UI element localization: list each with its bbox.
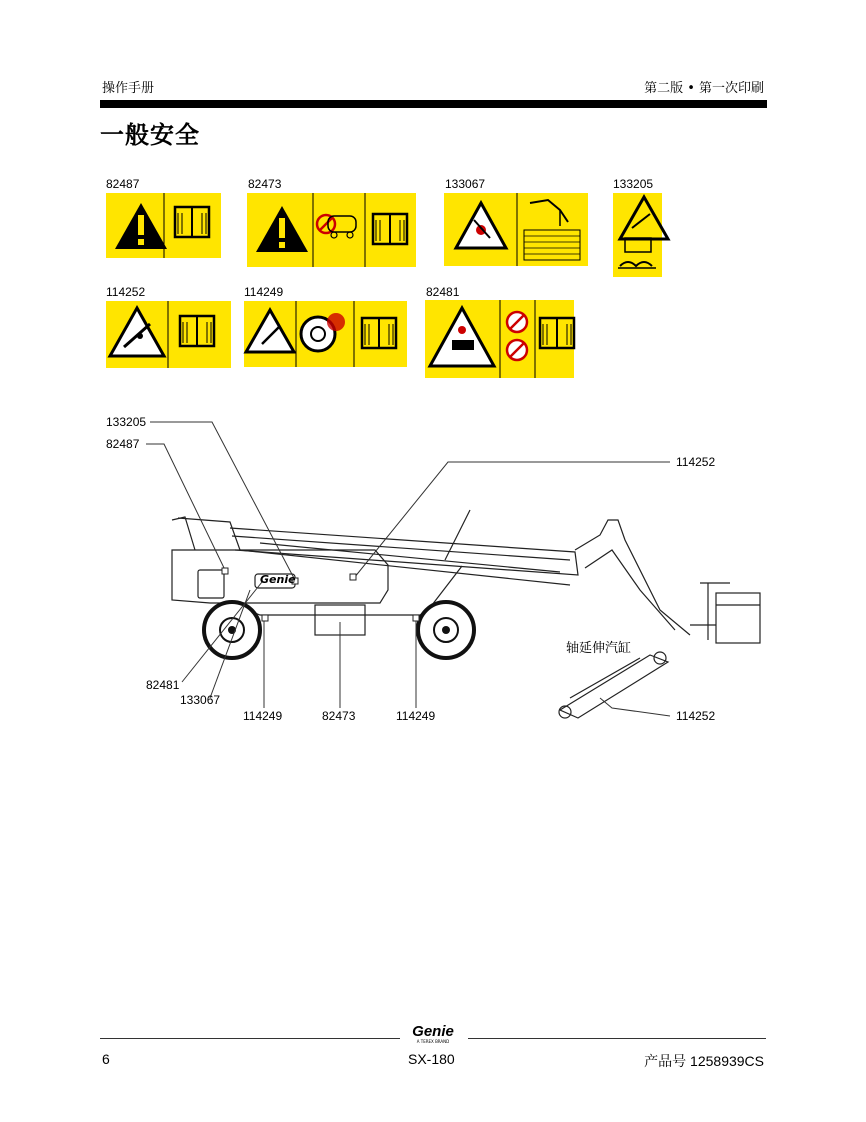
page-title: 一般安全 bbox=[100, 121, 200, 149]
right-wheel bbox=[418, 602, 474, 658]
decal-label-82481: 82481 bbox=[426, 285, 460, 299]
decal-label-82487: 82487 bbox=[106, 177, 140, 191]
decal-label-133067: 133067 bbox=[445, 177, 486, 191]
decal-82473 bbox=[247, 193, 416, 267]
page-number: 6 bbox=[102, 1051, 110, 1067]
callout-114249-left: 114249 bbox=[243, 709, 283, 723]
edition-info: 第二版 • 第一次印刷 bbox=[644, 81, 764, 96]
callout-114249-right: 114249 bbox=[396, 709, 436, 723]
decal-82481 bbox=[425, 300, 574, 378]
decal-label-114249: 114249 bbox=[244, 285, 284, 299]
decal-label-114252: 114252 bbox=[106, 285, 146, 299]
left-wheel bbox=[204, 602, 260, 658]
callout-133067: 133067 bbox=[180, 693, 221, 707]
footer-rule-right bbox=[468, 1038, 766, 1039]
decal-114252 bbox=[106, 301, 231, 368]
callout-114252-top: 114252 bbox=[676, 455, 716, 469]
decal-label-133205: 133205 bbox=[613, 177, 654, 191]
decal-label-82473: 82473 bbox=[248, 177, 282, 191]
callout-82473: 82473 bbox=[322, 709, 356, 723]
genie-logo-subtext: A TEREX BRAND bbox=[416, 1039, 450, 1044]
model-name: SX-180 bbox=[408, 1051, 455, 1067]
decal-133205 bbox=[613, 193, 668, 277]
decal-82487 bbox=[106, 193, 221, 258]
genie-logo-text: Genie bbox=[412, 1023, 454, 1040]
axle-cylinder-label: 轴延伸汽缸 bbox=[566, 641, 632, 656]
callout-114252-bottom: 114252 bbox=[676, 709, 716, 723]
machine-brand-text: Genie bbox=[260, 573, 296, 586]
decal-images bbox=[0, 0, 866, 400]
callout-133205: 133205 bbox=[106, 415, 147, 429]
callout-82481: 82481 bbox=[146, 678, 180, 692]
decal-114249 bbox=[244, 301, 407, 367]
part-number: 产品号 1258939CS bbox=[644, 1053, 764, 1069]
genie-logo bbox=[405, 1024, 461, 1044]
footer-rule-left bbox=[100, 1038, 400, 1039]
callout-82487: 82487 bbox=[106, 437, 140, 451]
manual-title: 操作手册 bbox=[102, 81, 155, 96]
decal-133067 bbox=[444, 193, 588, 266]
boom-lift-diagram bbox=[0, 400, 866, 740]
